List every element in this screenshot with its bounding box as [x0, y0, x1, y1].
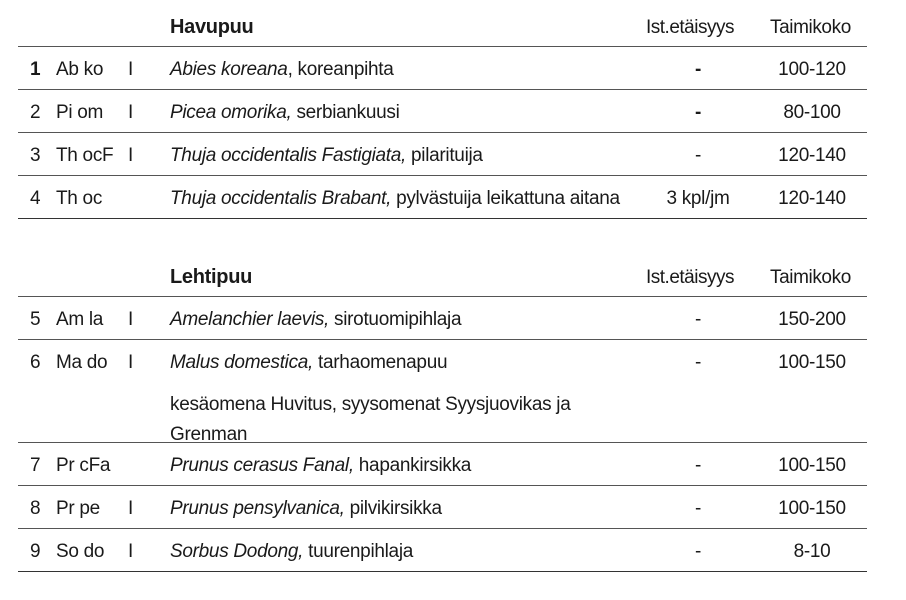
- table-row: [18, 529, 867, 572]
- common-name: sirotuomipihlaja: [334, 309, 462, 330]
- row-number: 9: [30, 541, 41, 562]
- plant-size: 100-120: [778, 59, 846, 80]
- plant-size: 8-10: [793, 541, 831, 562]
- table-row: [18, 176, 867, 219]
- planting-distance: -: [694, 498, 702, 519]
- plant-name: [170, 309, 461, 331]
- plant-name: [170, 541, 413, 563]
- row-number: 2: [30, 102, 41, 123]
- section-header: [18, 258, 867, 297]
- table-row: [18, 340, 867, 443]
- scientific-name: Prunus cerasus Fanal,: [170, 455, 354, 476]
- table-row: [18, 133, 867, 176]
- table-row: [18, 90, 867, 133]
- plant-code: So do: [56, 541, 105, 562]
- planting-distance: -: [694, 455, 702, 476]
- row-mark: I: [128, 145, 133, 166]
- row-number: 5: [30, 309, 41, 330]
- row-number: 7: [30, 455, 41, 476]
- row-number: 3: [30, 145, 41, 166]
- plant-size: 100-150: [778, 352, 846, 373]
- plant-code: Pi om: [56, 102, 104, 123]
- table-row: [18, 443, 867, 486]
- column-header-distance: Ist.etäisyys: [646, 267, 734, 288]
- row-mark: I: [128, 498, 133, 519]
- plant-name: [170, 498, 442, 520]
- table-row: [18, 486, 867, 529]
- scientific-name: Malus domestica,: [170, 352, 314, 373]
- common-name: pilarituija: [411, 145, 483, 166]
- planting-distance: -: [694, 352, 702, 373]
- plant-code: Ma do: [56, 352, 108, 373]
- plant-name: Abies koreana, koreanpihta: [170, 59, 394, 80]
- plant-name: [170, 188, 620, 210]
- plant-code: Th oc: [56, 188, 103, 209]
- common-name: tuurenpihlaja: [308, 541, 414, 562]
- column-header-size: Taimikoko: [770, 17, 851, 38]
- scientific-name: Thuja occidentalis Brabant,: [170, 188, 392, 209]
- row-number: 6: [30, 352, 41, 373]
- section-header: [18, 8, 867, 47]
- plant-name: [170, 102, 400, 124]
- plant-code: Ab ko: [56, 59, 104, 80]
- row-mark: I: [128, 309, 133, 330]
- plant-size: 100-150: [778, 498, 846, 519]
- common-name: pilvikirsikka: [349, 498, 442, 519]
- variety-note: kesäomena Huvitus, syysomenat Syysjuovikas ja Grenman: [170, 394, 571, 445]
- plant-size: 100-150: [778, 455, 846, 476]
- plant-name: [170, 455, 471, 477]
- table-row: [18, 47, 867, 90]
- common-name: tarhaomenapuu: [318, 352, 448, 373]
- column-header-distance: Ist.etäisyys: [646, 17, 734, 38]
- plant-code: Pr pe: [56, 498, 100, 519]
- plant-name: [170, 352, 447, 374]
- plant-size: 120-140: [778, 188, 846, 209]
- plant-code: Am la: [56, 309, 104, 330]
- planting-distance: -: [694, 102, 702, 123]
- plant-size: 80-100: [783, 102, 841, 123]
- row-mark: I: [128, 541, 133, 562]
- scientific-name: Prunus pensylvanica,: [170, 498, 345, 519]
- section-havupuu: [18, 8, 867, 219]
- common-name: hapankirsikka: [358, 455, 472, 476]
- plant-code: Th ocF: [56, 145, 114, 166]
- row-mark: I: [128, 59, 133, 80]
- scientific-name: Sorbus Dodong,: [170, 541, 304, 562]
- common-name: pylvästuija leikattuna aitana: [396, 188, 620, 209]
- row-mark: I: [128, 102, 133, 123]
- plant-name: [170, 145, 483, 167]
- table-row: [18, 297, 867, 340]
- planting-distance: -: [694, 541, 702, 562]
- column-header-size: Taimikoko: [770, 267, 851, 288]
- section-title: Lehtipuu: [170, 266, 253, 288]
- row-number: 4: [30, 188, 41, 209]
- scientific-name: Abies koreana: [170, 59, 288, 80]
- plant-size: 150-200: [778, 309, 846, 330]
- section-lehtipuu: [18, 258, 867, 572]
- row-mark: I: [128, 352, 133, 373]
- plant-size: 120-140: [778, 145, 846, 166]
- plant-code: Pr cFa: [56, 455, 111, 476]
- planting-distance: -: [694, 145, 702, 166]
- planting-distance: -: [694, 59, 702, 80]
- row-number: 8: [30, 498, 41, 519]
- common-name: koreanpihta: [297, 59, 394, 80]
- section-title: Havupuu: [170, 16, 254, 38]
- common-name: serbiankuusi: [296, 102, 400, 123]
- row-number: 1: [30, 59, 41, 80]
- planting-distance: -: [694, 309, 702, 330]
- planting-distance: 3 kpl/jm: [666, 188, 730, 209]
- scientific-name: Picea omorika,: [170, 102, 292, 123]
- scientific-name: Amelanchier laevis,: [170, 309, 330, 330]
- scientific-name: Thuja occidentalis Fastigiata,: [170, 145, 407, 166]
